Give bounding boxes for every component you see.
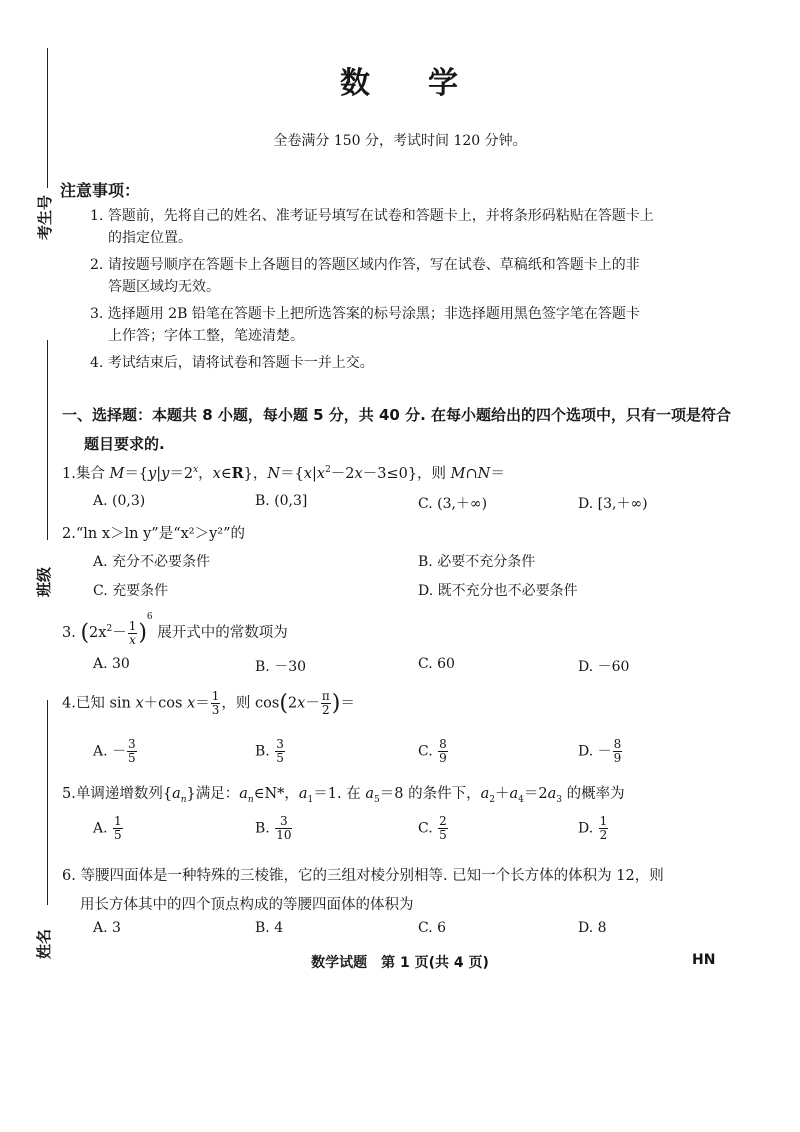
notice-item-1-line-1: 1. 答题前，先将自己的姓名、准考证号填写在试卷和答题卡上，并将条形码粘贴在答题卡上 — [90, 208, 654, 224]
q4-option-b — [255, 738, 286, 765]
q5-b-label: B. — [255, 820, 275, 837]
q1-var: x — [316, 466, 326, 482]
q5-sub: n — [247, 794, 254, 805]
exam-info: 全卷满分 150 分，考试时间 120 分钟。 — [273, 133, 527, 149]
q5-c-fraction — [438, 815, 448, 842]
q5-a-label: A. — [93, 820, 113, 837]
q5-d-label: D. — [578, 820, 598, 837]
q5-option-a — [93, 815, 124, 842]
q5-sub: 3 — [556, 794, 562, 805]
q1-text: －2 — [330, 466, 355, 482]
q4-a-fraction — [127, 738, 137, 765]
q4-d-den: 9 — [613, 751, 622, 765]
q5-text: }满足： — [186, 786, 240, 802]
q4-text: － — [305, 695, 320, 712]
binding-line-bottom — [47, 700, 48, 905]
q4-c-num: 8 — [439, 737, 447, 751]
q4-fraction-num: 1 — [211, 689, 220, 703]
q3-power: 6 — [146, 612, 153, 622]
q5-var: a — [365, 786, 374, 802]
section-heading — [62, 401, 731, 459]
q5-text: ＋ — [494, 786, 510, 802]
q5-d-num: 1 — [599, 814, 608, 828]
q1-var: x — [303, 466, 312, 482]
notice-item-1 — [90, 205, 654, 249]
q1-var: x — [212, 466, 221, 482]
q4-option-d — [578, 738, 623, 765]
q4-var: x — [135, 695, 144, 712]
q4-d-fraction — [613, 738, 623, 765]
q1-text: }， — [243, 466, 268, 482]
q6-option-d: D. 8 — [578, 920, 607, 936]
q4-text: ，则 cos — [221, 695, 280, 712]
q5-b-fraction — [275, 815, 292, 842]
q4-paren: ( — [279, 691, 288, 716]
name-label: 姓名 — [35, 928, 53, 959]
q4-c-den: 9 — [439, 751, 447, 765]
notice-item-2-line-2: 答题区域均无效。 — [108, 279, 220, 295]
notice-item-2 — [90, 254, 640, 298]
q5-sub: 2 — [489, 794, 495, 805]
q3-fraction-num: 1 — [128, 618, 137, 633]
q3-term: 2x — [89, 625, 107, 641]
q5-d-den: 2 — [599, 828, 608, 842]
q1-exp: 2 — [325, 465, 331, 476]
title-char-1: 数 — [340, 66, 372, 101]
q2-option-c: C. 充要条件 — [93, 583, 169, 599]
q4-text: ＝ — [195, 695, 210, 712]
q3-option-b: B. －30 — [255, 659, 307, 675]
q6-option-a: A. 3 — [93, 920, 121, 936]
q4-b-den: 5 — [276, 751, 284, 765]
q2-text: “ln x＞ln y”是“x²＞y²”的 — [75, 526, 246, 542]
exam-id-label: 考生号 — [36, 194, 54, 240]
q5-text: ＝1. 在 — [313, 786, 366, 802]
q5-var: a — [547, 786, 557, 802]
notice-item-3 — [90, 303, 640, 347]
q5-number: 5. — [62, 786, 76, 802]
q1-var: M — [450, 466, 466, 482]
section-heading-line-1: 一、选择题：本题共 8 小题，每小题 5 分，共 40 分. 在每小题给出的四个选项中，只有一项是符合 — [62, 406, 732, 424]
q5-c-label: C. — [418, 820, 438, 837]
q6-option-c: C. 6 — [418, 920, 447, 936]
q5-text: ∈N*， — [253, 786, 299, 802]
q4-c-fraction — [438, 738, 448, 765]
q1-text: －3≤0}，则 — [362, 466, 451, 482]
q3-option-a: A. 30 — [93, 656, 130, 672]
q5-var: a — [509, 786, 519, 802]
q4-paren: ) — [331, 691, 341, 716]
q5-text: ＝8 的条件下， — [379, 786, 481, 802]
q5-var: a — [239, 786, 248, 802]
notice-item-3-line-2: 上作答；字体工整，笔迹清楚。 — [108, 328, 304, 344]
q1-text: ， — [198, 466, 213, 482]
q6-line-2: 用长方体其中的四个顶点构成的等腰四面体的体积为 — [80, 897, 414, 913]
q4-fraction-den: 3 — [211, 703, 220, 717]
q1-option-a: A. (0,3) — [93, 493, 146, 509]
q5-b-num: 3 — [275, 815, 292, 829]
page-title — [0, 58, 800, 102]
q5-var: a — [298, 786, 308, 802]
class-label: 班级 — [35, 566, 53, 597]
q5-var: a — [172, 786, 181, 802]
q5-sub: 1 — [307, 794, 314, 805]
q3-number: 3. — [62, 625, 76, 641]
q4-option-a — [93, 738, 138, 765]
q4-d-label: D. － — [578, 743, 612, 760]
q4-option-c — [418, 738, 449, 765]
q5-a-fraction — [113, 815, 123, 842]
q1-var: M — [109, 466, 125, 482]
q1-text: ∩ — [465, 466, 478, 482]
q1-text: ＝{ — [124, 466, 149, 482]
q4-a-label: A. － — [93, 743, 127, 760]
q5-d-fraction — [599, 815, 609, 842]
q4-b-num: 3 — [276, 737, 284, 751]
q4-var: x — [187, 695, 196, 712]
q1-var: y — [161, 466, 170, 482]
q3-text: 展开式中的常数项为 — [152, 625, 288, 641]
q5-option-d — [578, 815, 609, 842]
q5-c-num: 2 — [439, 814, 447, 828]
q5-sub: 5 — [374, 794, 380, 805]
q3-den-var: x — [129, 632, 136, 647]
q4-d-num: 8 — [613, 737, 622, 751]
q1-text: ＝{ — [280, 466, 304, 482]
q4-text: 2 — [287, 695, 298, 712]
q4-b-label: B. — [255, 743, 275, 760]
q4-b-fraction — [275, 738, 285, 765]
question-4-stem — [62, 690, 355, 717]
q5-var: a — [480, 786, 490, 802]
page-footer: 数学试题 第 1 页(共 4 页) — [311, 955, 489, 971]
q4-pi-fraction — [321, 690, 331, 717]
q1-number: 1. — [62, 466, 76, 482]
q1-text: ＝ — [490, 466, 505, 482]
q4-text: ＝ — [340, 695, 355, 712]
q1-var: N — [267, 466, 281, 482]
q1-real-set: R — [231, 465, 244, 482]
q3-option-c: C. 60 — [418, 656, 455, 672]
q5-option-c — [418, 815, 449, 842]
q1-var: x — [354, 466, 363, 482]
q1-text: | — [156, 466, 162, 482]
q4-fraction — [211, 690, 221, 717]
region-code: HN — [692, 952, 716, 968]
notice-heading: 注意事项： — [60, 181, 141, 200]
q5-sub: 4 — [518, 794, 524, 805]
q5-sub: n — [180, 794, 187, 805]
question-1-stem — [62, 462, 505, 483]
question-6-stem — [62, 862, 664, 920]
question-3-stem — [62, 612, 288, 647]
notice-item-1-line-2: 的指定位置。 — [108, 230, 192, 246]
q4-var: x — [297, 695, 306, 712]
section-heading-line-2: 题目要求的. — [84, 435, 165, 453]
q5-a-den: 5 — [114, 828, 122, 842]
q1-option-d: D. [3,＋∞) — [578, 496, 648, 512]
q4-pi-den: 2 — [321, 703, 330, 717]
question-5-stem — [62, 782, 625, 805]
q3-option-d: D. －60 — [578, 659, 630, 675]
notice-item-3-line-1: 3. 选择题用 2B 铅笔在答题卡上把所选答案的标号涂黑；非选择题用黑色签字笔在答题卡 — [90, 306, 640, 322]
q3-fraction-den — [128, 634, 138, 647]
q3-minus: － — [112, 625, 127, 641]
binding-line-middle — [47, 340, 48, 540]
q4-a-num: 3 — [128, 737, 136, 751]
q1-text: 集合 — [75, 466, 110, 482]
notice-item-4: 4. 考试结束后，请将试卷和答题卡一并上交。 — [90, 355, 374, 371]
q2-option-d: D. 既不充分也不必要条件 — [418, 583, 578, 599]
q4-a-den: 5 — [128, 751, 136, 765]
q4-text: 已知 sin — [75, 695, 136, 712]
q3-fraction — [128, 620, 138, 647]
q6-option-b: B. 4 — [255, 920, 284, 936]
q2-number: 2. — [62, 526, 76, 542]
q5-c-den: 5 — [439, 828, 447, 842]
q5-text: 的概率为 — [561, 786, 625, 802]
q4-text: ＋cos — [143, 695, 188, 712]
q1-option-c: C. (3,＋∞) — [418, 496, 488, 512]
q2-option-b: B. 必要不充分条件 — [418, 554, 536, 570]
q3-exp: 2 — [106, 624, 113, 635]
q5-option-b — [255, 815, 293, 842]
q1-text: ＝2 — [169, 466, 194, 482]
q5-b-den: 10 — [276, 828, 292, 842]
q5-a-num: 1 — [114, 814, 122, 828]
q1-option-b: B. (0,3] — [255, 493, 308, 509]
q1-var: x — [193, 465, 199, 476]
q4-pi-num: π — [321, 689, 330, 703]
title-char-2: 学 — [428, 66, 460, 101]
q2-option-a: A. 充分不必要条件 — [93, 554, 211, 570]
q4-number: 4. — [62, 695, 76, 712]
q5-text: 单调递增数列{ — [75, 786, 173, 802]
question-2-stem — [62, 522, 245, 543]
q1-text: | — [311, 466, 317, 482]
q1-var: N — [477, 466, 491, 482]
q6-line-1: 6. 等腰四面体是一种特殊的三棱锥，它的三组对棱分别相等. 已知一个长方体的体积为 12，则 — [62, 868, 664, 884]
q1-text: ∈ — [220, 466, 232, 482]
q4-c-label: C. — [418, 743, 438, 760]
q5-text: ＝2 — [523, 786, 548, 802]
notice-item-2-line-1: 2. 请按题号顺序在答题卡上各题目的答题区域内作答，写在试卷、草稿纸和答题卡上的非 — [90, 257, 640, 273]
q3-paren: ) — [138, 620, 147, 646]
q3-paren: ( — [80, 620, 90, 646]
q1-var: y — [148, 466, 157, 482]
